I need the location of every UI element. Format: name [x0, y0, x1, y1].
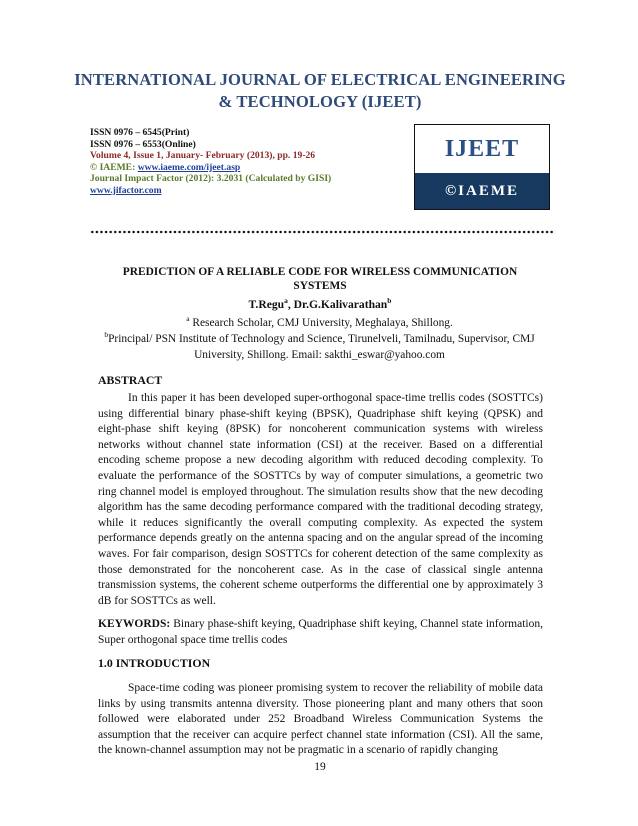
- issn-print: ISSN 0976 – 6545(Print): [90, 127, 190, 138]
- abstract-paragraph: In this paper it has been developed super-orthogonal space-time trellis codes (SOSTTCs) using differential binary phase-shift keying (BPSK), Quadriphase shift keying (QPSK) and eight-phase shift keying (8PSK) for noncoherent communication systems with wireless networks without channel state information (CSI) at the receiver. Based on a differential encoding scheme propose a new decoding algorithm with reduced decoding complexity. To evaluate the performance of the SOSTTCs by way of computer simulations, a geometric two ring channel model is employed throughout. The simulation results show that the new decoding algorithm has the same decoding performance compared with the traditional decoding strategy, while it reduces significantly the overall computing complexity. As expected the system performance depends greatly on the antenna spacing and on the angular spread of the incoming waves. For fair comparison, design SOSTTCs for coherent detection of the same complexity as those demonstrated for the noncoherent case. As in the case of classical single antenna transmission systems, the coherent scheme outperforms the differential one by approximately 3 dB for SOSTTCs as well.: [98, 392, 543, 607]
- journal-title-line1: INTERNATIONAL JOURNAL OF ELECTRICAL ENGINEERING: [74, 70, 566, 89]
- journal-metadata: [90, 127, 420, 197]
- author-1: T.Regu: [248, 298, 285, 311]
- introduction-heading: 1.0 INTRODUCTION: [98, 656, 211, 670]
- keywords-label: KEYWORDS:: [98, 618, 171, 630]
- journal-title: [60, 69, 580, 113]
- logo-ijeet-text: IJEET: [415, 125, 549, 173]
- issn-online: ISSN 0976 – 6553(Online): [90, 138, 196, 150]
- affiliation-b-sup: b: [104, 330, 109, 340]
- logo-iaeme-text: ©IAEME: [415, 173, 549, 209]
- author-separator: ,: [287, 298, 294, 311]
- keywords-text: Binary phase-shift keying, Quadriphase shift keying, Channel state information, Super orthogonal space time trellis codes: [98, 618, 543, 646]
- affiliation-a: [92, 316, 547, 332]
- author-2-sup: b: [387, 296, 392, 306]
- introduction-paragraph: Space-time coding was pioneer promising system to recover the reliability of mobile data links by using transmits antenna diversity. Those pioneering plant and many others that soon followed were elaborated under 252 Broadband Wireless Communication Systems the assumption that the receiver can acquire perfect channel state information (CSI). All the same, the known-channel assumption may not be pragmatic in a scenario of rapidly changing: [98, 682, 543, 757]
- affiliation-a-text: Research Scholar, CMJ University, Meghalaya, Shillong.: [189, 317, 453, 329]
- page-number: 19: [314, 761, 326, 773]
- volume-info: Volume 4, Issue 1, January- February (2013), pp. 19-26: [90, 150, 316, 162]
- author-line: [100, 298, 540, 312]
- abstract-heading: ABSTRACT: [98, 373, 163, 387]
- ijeet-logo: [414, 124, 550, 210]
- iaeme-prefix: © IAEME:: [90, 161, 138, 173]
- author-1-sup: a: [284, 296, 288, 306]
- iaeme-link[interactable]: www.iaeme.com/ijeet.asp: [137, 161, 241, 173]
- affiliation-b-text: Principal/ PSN Institute of Technology and Science, Tirunelveli, Tamilnadu, Supervisor, CMJ University, Shillong. Email: sakthi_eswar@yahoo.com: [108, 333, 535, 361]
- abstract-body: [98, 391, 543, 609]
- impact-factor: Journal Impact Factor (2012): 3.2031 (Calculated by GISI): [90, 173, 332, 185]
- iaeme-line: [90, 162, 420, 174]
- author-2: Dr.G.Kalivarathan: [293, 298, 388, 311]
- paper-title: PREDICTION OF A RELIABLE CODE FOR WIRELESS COMMUNICATION SYSTEMS: [122, 266, 518, 292]
- jifactor-link[interactable]: www.jifactor.com: [90, 184, 162, 196]
- keywords: [98, 617, 543, 648]
- affiliation-a-sup: a: [186, 314, 190, 324]
- affiliation-b: [92, 332, 547, 363]
- journal-title-line2: & TECHNOLOGY (IJEET): [218, 92, 422, 111]
- dotted-divider: [90, 230, 555, 234]
- introduction-body: [98, 681, 543, 759]
